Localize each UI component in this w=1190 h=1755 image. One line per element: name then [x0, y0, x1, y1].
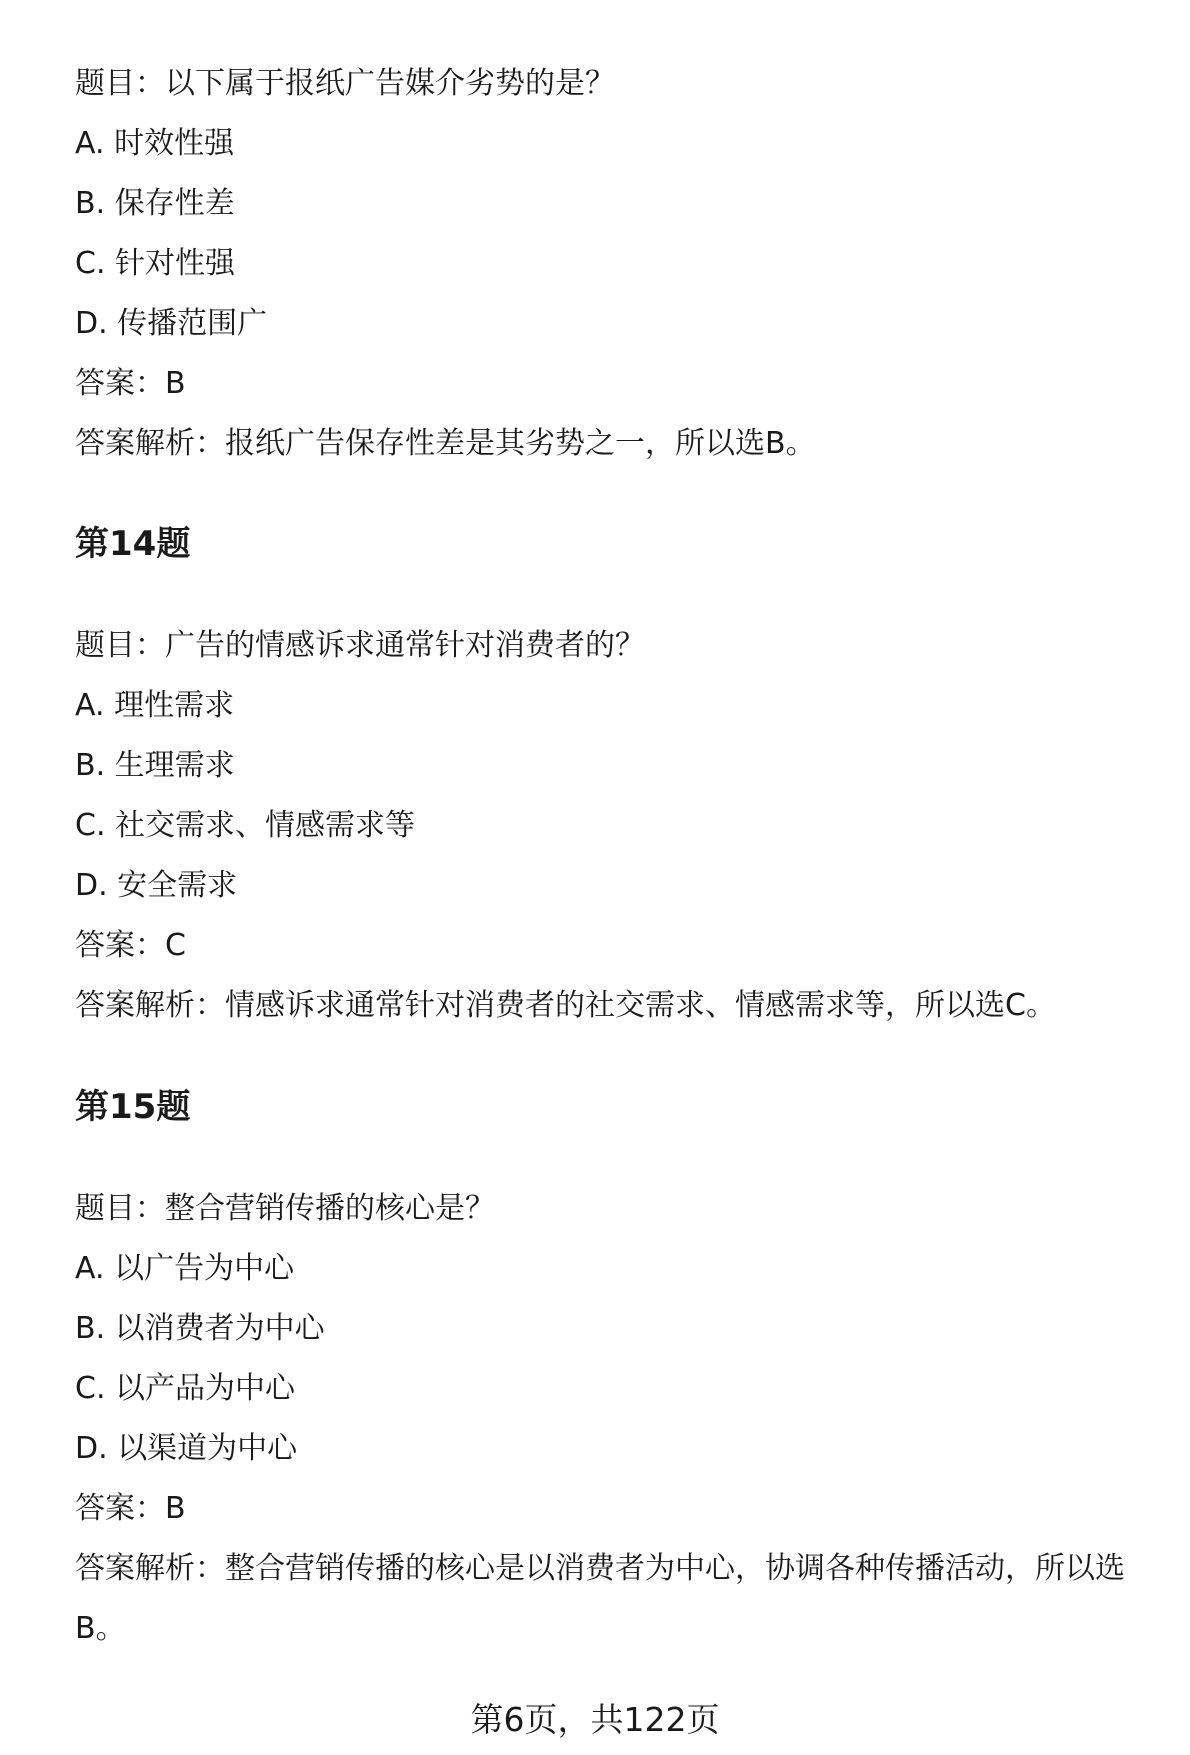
- option-a: A. 以广告为中心: [75, 1251, 295, 1286]
- option-b: B. 以消费者为中心: [75, 1311, 325, 1346]
- answer-explanation: 答案解析：报纸广告保存性差是其劣势之一，所以选B。: [75, 426, 816, 461]
- option-d: D. 安全需求: [75, 868, 238, 903]
- answer: 答案：B: [75, 1491, 186, 1526]
- option-c: C. 社交需求、情感需求等: [75, 808, 416, 843]
- option-c: C. 针对性强: [75, 246, 236, 281]
- page-number: 第6页，共122页: [470, 1700, 720, 1739]
- answer-explanation: 答案解析：整合营销传播的核心是以消费者为中心，协调各种传播活动，所以选B。: [75, 1551, 1125, 1646]
- option-b: B. 生理需求: [75, 748, 235, 783]
- option-b: B. 保存性差: [75, 186, 235, 221]
- option-a: A. 理性需求: [75, 688, 235, 723]
- question-text: 题目：以下属于报纸广告媒介劣势的是？: [75, 66, 615, 101]
- option-a: A. 时效性强: [75, 126, 235, 161]
- question-text: 题目：整合营销传播的核心是？: [75, 1191, 495, 1226]
- option-c: C. 以产品为中心: [75, 1371, 296, 1406]
- answer: 答案：C: [75, 928, 186, 963]
- question-text: 题目：广告的情感诉求通常针对消费者的？: [75, 628, 645, 663]
- option-d: D. 以渠道为中心: [75, 1431, 298, 1466]
- question-heading: 第15题: [75, 1087, 191, 1127]
- option-d: D. 传播范围广: [75, 306, 268, 341]
- question-heading: 第14题: [75, 524, 191, 564]
- answer-explanation: 答案解析：情感诉求通常针对消费者的社交需求、情感需求等，所以选C。: [75, 988, 1056, 1023]
- answer: 答案：B: [75, 366, 186, 401]
